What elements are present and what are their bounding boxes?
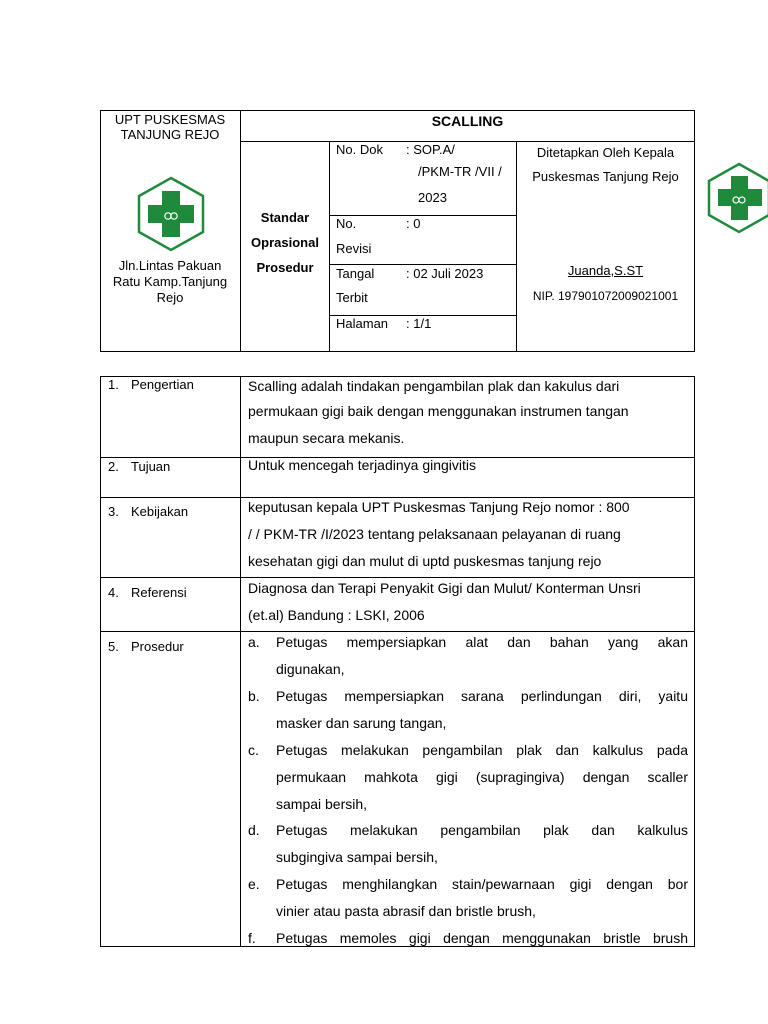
org-address: Jln.Lintas Pakuan Ratu Kamp.Tanjung Rejo xyxy=(112,258,228,305)
ditetapkan-line-2: Puskesmas Tanjung Rejo xyxy=(532,169,679,184)
pengertian-line: Scalling adalah tindakan pengambilan plak dan kakulus dari xyxy=(248,378,620,394)
prosedur-item-line: Petugas melakukan pengambilan plak dan kalkulus xyxy=(276,822,688,838)
puskesmas-logo-icon xyxy=(706,162,768,234)
org-name: UPT PUSKESMAS TANJUNG REJO xyxy=(114,112,226,142)
kebijakan-line: / / PKM-TR /I/2023 tentang pelaksanaan pelayanan di ruang xyxy=(248,526,621,542)
section-label-tujuan: Tujuan xyxy=(131,459,171,474)
tanggal-label-2: Terbit xyxy=(336,290,368,305)
prosedur-item xyxy=(248,737,688,818)
signer-nip: NIP. 197901072009021001 xyxy=(532,289,679,303)
prosedur-item-marker: d. xyxy=(248,822,260,838)
section-number: 5. xyxy=(108,639,119,654)
puskesmas-logo-icon xyxy=(136,176,206,252)
section-label-referensi: Referensi xyxy=(131,585,187,600)
section-label-prosedur: Prosedur xyxy=(131,639,184,654)
pengertian-line: maupun secara mekanis. xyxy=(248,430,405,446)
prosedur-item-marker: c. xyxy=(248,742,259,758)
pengertian-line: permukaan gigi baik dengan menggunakan instrumen tangan xyxy=(248,403,629,419)
page-title: SCALLING xyxy=(431,113,504,129)
no-dok-value-2: /PKM-TR /VII / xyxy=(418,164,502,179)
section-number: 1. xyxy=(108,377,119,392)
no-dok-value-3: 2023 xyxy=(418,190,447,205)
kebijakan-line: keputusan kepala UPT Puskesmas Tanjung Rejo nomor : 800 xyxy=(248,499,630,515)
section-number: 2. xyxy=(108,459,119,474)
prosedur-item-marker: f. xyxy=(248,930,256,946)
section-label-kebijakan: Kebijakan xyxy=(131,504,189,519)
prosedur-item-line: masker dan sarung tangan, xyxy=(276,715,447,731)
tanggal-value: : 02 Juli 2023 xyxy=(406,266,484,281)
prosedur-item-line: Petugas melakukan pengambilan plak dan kalkulus pada xyxy=(276,742,688,758)
prosedur-item-line: vinier atau pasta abrasif dan bristle brush, xyxy=(276,903,536,919)
kebijakan-line: kesehatan gigi dan mulut di uptd puskesmas tanjung rejo xyxy=(248,553,602,569)
prosedur-item-line: digunakan, xyxy=(276,661,345,677)
no-revisi-value: : 0 xyxy=(406,216,421,231)
ditetapkan-line-1: Ditetapkan Oleh Kepala xyxy=(536,145,675,160)
prosedur-item-marker: e. xyxy=(248,876,260,892)
prosedur-item-line: Petugas mempersiapkan sarana perlindungan diri, yaitu xyxy=(276,688,688,704)
prosedur-item-marker: b. xyxy=(248,688,260,704)
prosedur-item xyxy=(248,629,688,683)
halaman-value: : 1/1 xyxy=(406,316,432,331)
prosedur-item xyxy=(248,817,688,871)
prosedur-item-line: Petugas menghilangkan stain/pewarnaan gigi dengan bor xyxy=(276,876,688,892)
section-number: 3. xyxy=(108,504,119,519)
prosedur-item-line: Petugas mempersiapkan alat dan bahan yang akan xyxy=(276,634,688,650)
no-revisi-label-1: No. xyxy=(336,216,357,231)
signer-name: Juanda,S.ST xyxy=(567,263,644,278)
prosedur-item-line: sampai bersih, xyxy=(276,796,368,812)
tujuan-line: Untuk mencegah terjadinya gingivitis xyxy=(248,457,477,473)
prosedur-item-line: subgingiva sampai bersih, xyxy=(276,849,438,865)
prosedur-item-line: permukaan mahkota gigi (supragingiva) dengan scaller xyxy=(276,769,688,785)
section-number: 4. xyxy=(108,585,119,600)
no-revisi-label-2: Revisi xyxy=(336,241,372,256)
prosedur-item xyxy=(248,925,688,952)
no-dok-value-1: : SOP.A/ xyxy=(406,142,455,157)
tanggal-label-1: Tangal xyxy=(336,266,375,281)
prosedur-item-line: Petugas memoles gigi dengan menggunakan bristle brush xyxy=(276,930,688,946)
doc-type: Standar Oprasional Prosedur xyxy=(251,210,319,275)
prosedur-item xyxy=(248,683,688,737)
referensi-line: (et.al) Bandung : LSKI, 2006 xyxy=(248,607,425,623)
prosedur-item xyxy=(248,871,688,925)
halaman-label: Halaman xyxy=(336,316,389,331)
no-dok-label: No. Dok xyxy=(336,142,383,157)
prosedur-item-marker: a. xyxy=(248,634,260,650)
referensi-line: Diagnosa dan Terapi Penyakit Gigi dan Mulut/ Konterman Unsri xyxy=(248,580,641,596)
section-label-pengertian: Pengertian xyxy=(131,377,194,392)
